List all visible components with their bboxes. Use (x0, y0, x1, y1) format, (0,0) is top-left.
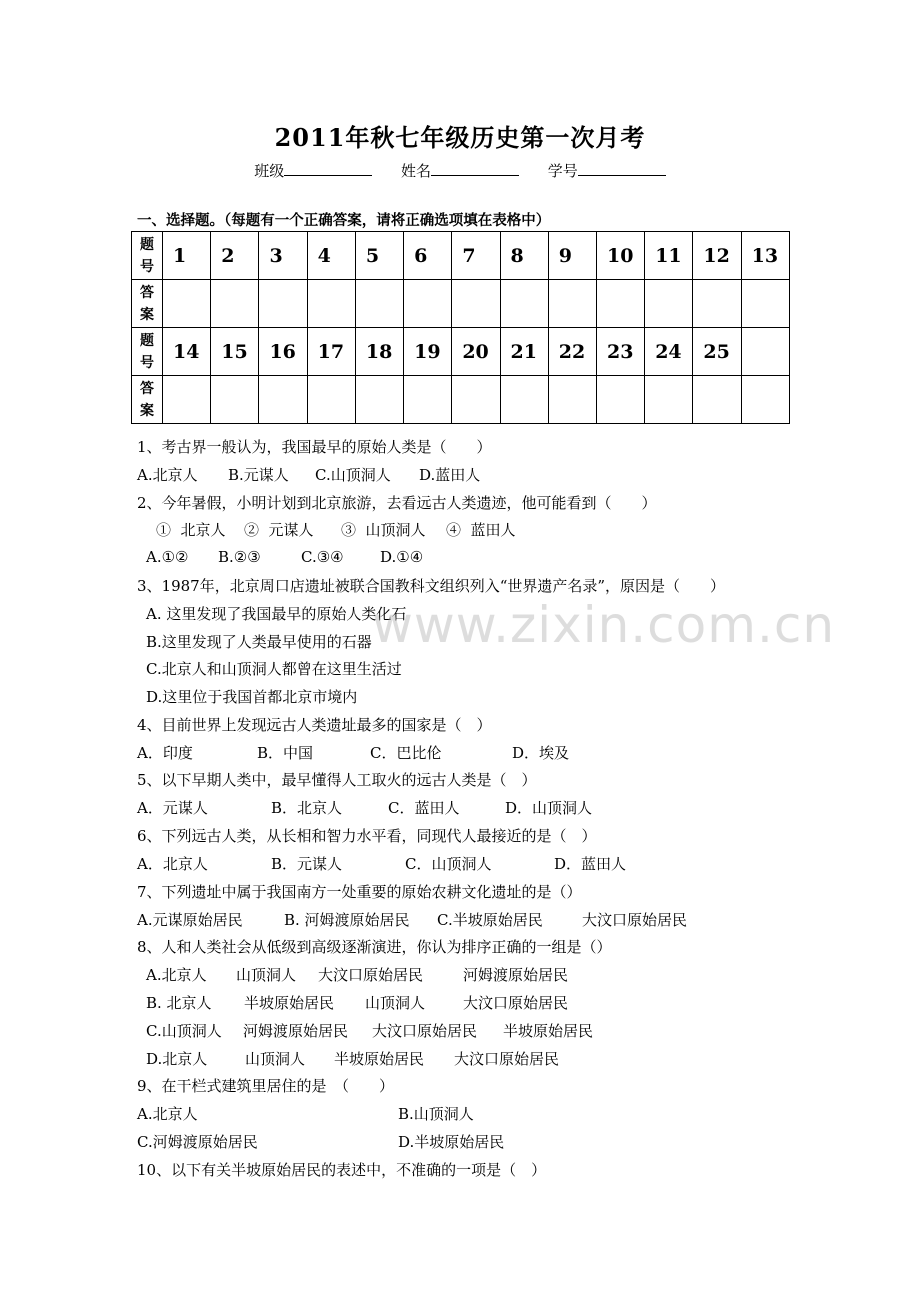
question-9: 9、在干栏式建筑里居住的是 （ ） (137, 1077, 395, 1095)
student-info (0, 160, 920, 181)
question-number-cell (741, 328, 789, 376)
question-number-cell: 12 (693, 232, 741, 280)
option-d[interactable]: D.这里位于我国首都北京市境内 (146, 688, 358, 706)
option-a-item: 河姆渡原始居民 (463, 966, 569, 984)
option-c-item: 河姆渡原始居民 (243, 1022, 349, 1040)
answer-cell[interactable] (307, 280, 355, 328)
option-d[interactable]: D．埃及 (512, 744, 570, 762)
option-b[interactable]: B.山顶洞人 (398, 1105, 474, 1123)
option-d[interactable]: D.北京人 (146, 1050, 208, 1068)
answer-cell[interactable] (259, 280, 307, 328)
question-number-cell: 1 (163, 232, 211, 280)
exam-title: 2011年秋七年级历史第一次月考 (274, 123, 646, 152)
option-c[interactable]: C.③④ (301, 548, 344, 566)
answer-cell[interactable] (645, 376, 693, 424)
section-heading: 一、选择题。（每题有一个正确答案，请将正确选项填在表格中） (137, 212, 551, 229)
question-8: 8、人和人类社会从低级到高级逐渐演进，你认为排序正确的一组是（） (137, 938, 612, 956)
option-b[interactable]: B. 北京人 (146, 994, 212, 1012)
answer-cell[interactable] (500, 376, 548, 424)
question-number-cell: 11 (645, 232, 693, 280)
answer-cell[interactable] (307, 376, 355, 424)
option-a-item: 大汶口原始居民 (318, 966, 424, 984)
question-number-cell: 14 (163, 328, 211, 376)
answer-cell[interactable] (163, 376, 211, 424)
option-d[interactable]: D．蓝田人 (554, 855, 627, 873)
question-1: 1、考古界一般认为，我国最早的原始人类是（ ） (137, 438, 492, 456)
answer-cell[interactable] (693, 280, 741, 328)
answer-cell[interactable] (404, 376, 452, 424)
option-d[interactable]: D.蓝田人 (419, 466, 481, 484)
question-number-cell: 15 (211, 328, 259, 376)
question-number-cell: 22 (548, 328, 596, 376)
answer-cell[interactable] (355, 280, 403, 328)
question-2: 2、今年暑假，小明计划到北京旅游，去看远古人类遗迹，他可能看到（ ） (137, 494, 657, 512)
question-5: 5、以下早期人类中，最早懂得人工取火的远古人类是（ ） (137, 771, 537, 789)
answer-cell[interactable] (404, 280, 452, 328)
option-c[interactable]: C.山顶洞人 (146, 1022, 222, 1040)
question-number-cell: 8 (500, 232, 548, 280)
option-d[interactable]: D.半坡原始居民 (398, 1133, 505, 1151)
answer-table (131, 231, 790, 424)
option-d-item: 半坡原始居民 (334, 1050, 425, 1068)
class-field (254, 160, 372, 181)
option-c[interactable]: C.半坡原始居民 (437, 911, 543, 929)
answer-cell[interactable] (163, 280, 211, 328)
option-c[interactable]: C．巴比伦 (370, 744, 442, 762)
option-d-item: 大汶口原始居民 (454, 1050, 560, 1068)
question-6: 6、下列远古人类，从长相和智力水平看，同现代人最接近的是（ ） (137, 827, 597, 845)
question-number-cell: 21 (500, 328, 548, 376)
question-number-label: 题 号 (132, 232, 163, 280)
option-b[interactable]: B. 河姆渡原始居民 (284, 911, 410, 929)
option-a[interactable]: A．印度 (137, 744, 193, 762)
question-3: 3、1987年，北京周口店遗址被联合国教科文组织列入“世界遗产名录”，原因是（ ） (137, 577, 726, 595)
answer-cell[interactable] (211, 280, 259, 328)
question-number-cell: 10 (596, 232, 644, 280)
question-number-cell: 18 (355, 328, 403, 376)
option-b-item: 大汶口原始居民 (463, 994, 569, 1012)
question-number-label: 题 号 (132, 328, 163, 376)
question-10: 10、以下有关半坡原始居民的表述中，不准确的一项是（ ） (137, 1161, 547, 1179)
option-d[interactable]: D.①④ (380, 548, 424, 566)
watermark: www.zixin.com.cn (372, 596, 836, 654)
question-number-cell: 4 (307, 232, 355, 280)
option-a[interactable]: A．北京人 (137, 855, 208, 873)
answer-cell[interactable] (259, 376, 307, 424)
answer-cell[interactable] (741, 280, 789, 328)
option-d-item: 山顶洞人 (245, 1050, 306, 1068)
option-b[interactable]: B．元谋人 (271, 855, 343, 873)
class-label: 班级 (254, 162, 285, 180)
option-c[interactable]: C.山顶洞人 (315, 466, 391, 484)
question-4: 4、目前世界上发现远古人类遗址最多的国家是（ ） (137, 716, 492, 734)
answer-cell[interactable] (355, 376, 403, 424)
question-number-cell: 19 (404, 328, 452, 376)
option-b[interactable]: B．北京人 (271, 799, 343, 817)
option-a[interactable]: A.北京人 (146, 966, 207, 984)
answer-label: 答 案 (132, 376, 163, 424)
name-label: 姓名 (400, 162, 431, 180)
option-c-item: 大汶口原始居民 (372, 1022, 478, 1040)
student-id-label: 学号 (547, 162, 578, 180)
option-b[interactable]: B.元谋人 (228, 466, 289, 484)
option-b-item: 山顶洞人 (365, 994, 426, 1012)
q2-item-3: ③ 山顶洞人 (341, 521, 426, 539)
answer-cell[interactable] (452, 376, 500, 424)
student-id-blank[interactable] (578, 161, 666, 176)
question-number-cell: 3 (259, 232, 307, 280)
name-field (401, 160, 519, 181)
option-c[interactable]: C．山顶洞人 (405, 855, 492, 873)
table-row (132, 328, 790, 376)
option-d[interactable]: D．山顶洞人 (505, 799, 593, 817)
question-number-cell: 25 (693, 328, 741, 376)
answer-cell[interactable] (548, 280, 596, 328)
question-7: 7、下列遗址中属于我国南方一处重要的原始农耕文化遗址的是（） (137, 883, 582, 901)
option-a-item: 山顶洞人 (236, 966, 297, 984)
question-number-cell: 6 (404, 232, 452, 280)
question-number-cell: 17 (307, 328, 355, 376)
option-b[interactable]: B．中国 (257, 744, 314, 762)
answer-cell[interactable] (548, 376, 596, 424)
option-a[interactable]: A. 这里发现了我国最早的原始人类化石 (146, 605, 407, 623)
option-b[interactable]: B.②③ (218, 548, 261, 566)
question-number-cell: 24 (645, 328, 693, 376)
student-id-field (548, 160, 666, 181)
table-row (132, 280, 790, 328)
answer-label: 答 案 (132, 280, 163, 328)
option-a[interactable]: A．元谋人 (137, 799, 208, 817)
option-d[interactable]: 大汶口原始居民 (582, 911, 688, 929)
answer-cell[interactable] (693, 376, 741, 424)
option-a[interactable]: A.元谋原始居民 (137, 911, 243, 929)
option-a[interactable]: A.北京人 (137, 466, 198, 484)
answer-cell[interactable] (596, 376, 644, 424)
answer-cell[interactable] (500, 280, 548, 328)
q2-item-4: ④ 蓝田人 (446, 521, 516, 539)
option-c[interactable]: C．蓝田人 (388, 799, 460, 817)
question-number-cell: 16 (259, 328, 307, 376)
question-number-cell: 7 (452, 232, 500, 280)
answer-cell[interactable] (596, 280, 644, 328)
question-number-cell: 9 (548, 232, 596, 280)
question-number-cell: 20 (452, 328, 500, 376)
answer-cell[interactable] (645, 280, 693, 328)
question-number-cell: 5 (355, 232, 403, 280)
table-row (132, 376, 790, 424)
q2-item-2: ② 元谋人 (244, 521, 314, 539)
question-number-cell: 23 (596, 328, 644, 376)
question-number-cell: 13 (741, 232, 789, 280)
table-row (132, 232, 790, 280)
answer-cell[interactable] (741, 376, 789, 424)
question-number-cell: 2 (211, 232, 259, 280)
option-c[interactable]: C.河姆渡原始居民 (137, 1133, 258, 1151)
option-c[interactable]: C.北京人和山顶洞人都曾在这里生活过 (146, 660, 402, 678)
option-c-item: 半坡原始居民 (503, 1022, 594, 1040)
name-blank[interactable] (431, 161, 519, 176)
option-b-item: 半坡原始居民 (244, 994, 335, 1012)
option-a[interactable]: A.北京人 (137, 1105, 198, 1123)
answer-cell[interactable] (211, 376, 259, 424)
answer-cell[interactable] (452, 280, 500, 328)
option-b[interactable]: B.这里发现了人类最早使用的石器 (146, 633, 372, 651)
q2-item-1: ① 北京人 (156, 521, 226, 539)
option-a[interactable]: A.①② (146, 548, 189, 566)
class-blank[interactable] (284, 161, 372, 176)
